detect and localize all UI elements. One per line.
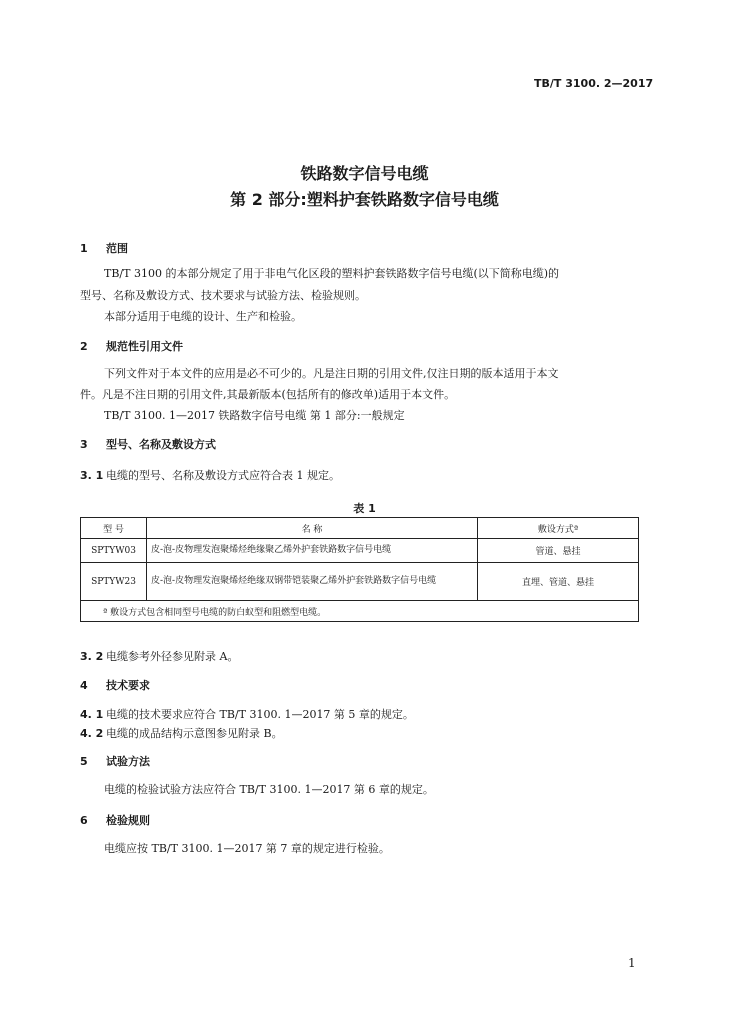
section-title: 技术要求 [106,679,150,692]
clause-text: 电缆参考外径参见附录 A。 [106,650,239,663]
table-row [81,563,639,601]
clause-text: 电缆的技术要求应符合 TB/T 3100. 1—2017 第 5 章的规定。 [106,708,414,721]
model-column-header: 型 号 [81,518,147,539]
table-footnote: ª 敷设方式包含相同型号电缆的防白蚁型和阻燃型电缆。 [81,601,639,622]
section-2-heading [80,338,183,354]
section-title: 检验规则 [106,814,150,827]
section-number: 5 [80,755,88,768]
section-title: 型号、名称及敷设方式 [106,438,216,451]
section-5-paragraph: 电缆的检验试验方法应符合 TB/T 3100. 1—2017 第 6 章的规定。 [104,783,434,796]
section-number: 1 [80,242,88,255]
installation-cell: 直埋、管道、悬挂 [478,563,639,601]
section-number: 4 [80,679,88,692]
section-2-paragraph-line: 件。凡是不注日期的引用文件,其最新版本(包括所有的修改单)适用于本文件。 [80,388,456,401]
document-title: 铁路数字信号电缆 [300,164,429,183]
section-title: 范围 [106,242,128,255]
installation-column-header: 敷设方式ª [478,518,639,539]
clause-3-2 [80,648,238,664]
name-cell: 皮-泡-皮物理发泡聚烯烃绝缘双钢带铠装聚乙烯外护套铁路数字信号电缆 [147,563,478,601]
cable-spec-table [80,517,639,622]
section-2-paragraph-line: 下列文件对于本文件的应用是必不可少的。凡是注日期的引用文件,仅注日期的版本适用于本文 [104,367,559,380]
section-5-heading [80,753,150,769]
page-number: 1 [628,956,636,970]
table-caption: 表 1 [353,502,376,515]
name-column-header: 名 称 [147,518,478,539]
section-1-paragraph: 本部分适用于电缆的设计、生产和检验。 [104,310,302,323]
clause-number: 4. 2 [80,727,104,740]
section-1-paragraph-line: 型号、名称及敷设方式、技术要求与试验方法、检验规则。 [80,289,366,302]
section-4-heading [80,677,150,693]
installation-cell: 管道、悬挂 [478,539,639,563]
normative-reference: TB/T 3100. 1—2017 铁路数字信号电缆 第 1 部分:一般规定 [104,409,405,422]
clause-number: 3. 1 [80,469,104,482]
name-cell: 皮-泡-皮物理发泡聚烯烃绝缘聚乙烯外护套铁路数字信号电缆 [147,539,478,563]
document-subtitle: 第 2 部分:塑料护套铁路数字信号电缆 [230,190,499,209]
clause-number: 4. 1 [80,708,104,721]
table-footnote-row [81,601,639,622]
table-header-row [81,518,639,539]
model-cell: SPTYW23 [81,563,147,601]
clause-4-1 [80,706,414,722]
clause-4-2 [80,725,283,741]
clause-number: 3. 2 [80,650,104,663]
clause-text: 电缆的型号、名称及敷设方式应符合表 1 规定。 [106,469,340,482]
section-6-paragraph: 电缆应按 TB/T 3100. 1—2017 第 7 章的规定进行检验。 [104,842,390,855]
section-number: 3 [80,438,88,451]
section-3-heading [80,436,216,452]
section-1-heading [80,240,128,256]
clause-3-1 [80,467,340,483]
section-title: 试验方法 [106,755,150,768]
clause-text: 电缆的成品结构示意图参见附录 B。 [106,727,283,740]
section-number: 6 [80,814,88,827]
section-1-paragraph-line: TB/T 3100 的本部分规定了用于非电气化区段的塑料护套铁路数字信号电缆(以下简称电缆)的 [104,267,560,280]
section-6-heading [80,812,150,828]
standard-number: TB/T 3100. 2—2017 [534,77,654,90]
table-row [81,539,639,563]
section-number: 2 [80,340,88,353]
section-title: 规范性引用文件 [106,340,183,353]
model-cell: SPTYW03 [81,539,147,563]
